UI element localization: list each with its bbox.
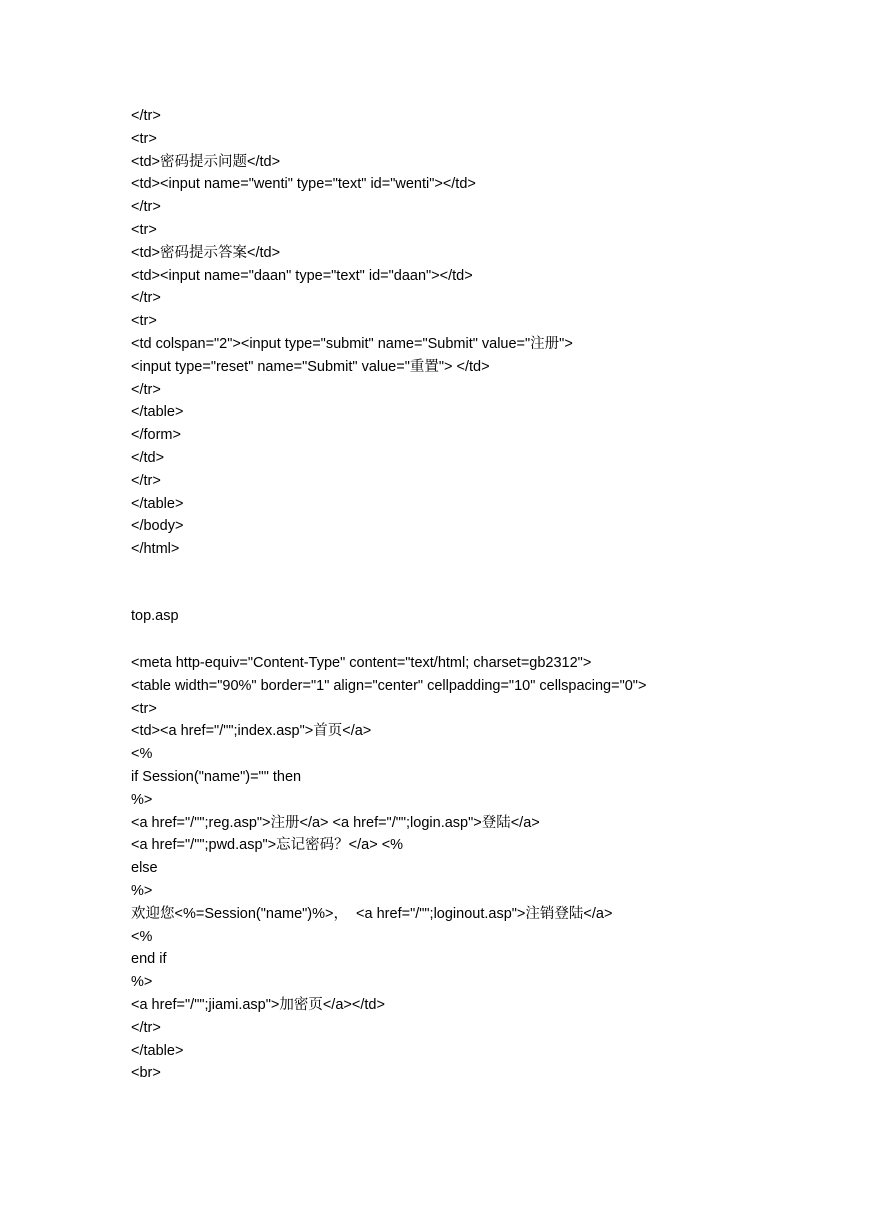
code-line: <td><input name="daan" type="text" id="daan"></td> (131, 267, 473, 284)
code-line: <br> (131, 1065, 161, 1082)
code-line: end if (131, 951, 167, 968)
code-line: </tr> (131, 472, 161, 489)
code-line: <% (131, 928, 153, 945)
code-line: </table> (131, 404, 184, 421)
code-line: <meta http-equiv="Content-Type" content="text/html; charset=gb2312"> (131, 655, 592, 671)
code-line: <tr> (131, 700, 157, 717)
code-line: <td colspan="2"><input type="submit" name="Submit" value="注册"> (131, 335, 573, 352)
code-line: </table> (131, 495, 184, 512)
code-line: <tr> (131, 221, 157, 238)
code-line: <a href="/"";jiami.asp">加密页</a></td> (131, 996, 385, 1013)
code-line: if Session("name")="" then (131, 768, 302, 785)
code-line: </tr> (131, 108, 161, 124)
code-line: <a href="/"";reg.asp">注册</a> <a href="/"";login.asp">登陆</a> (131, 814, 540, 831)
code-line: <a href="/"";pwd.asp">忘记密码？</a> <% (131, 837, 404, 854)
code-line: </td> (131, 449, 165, 466)
code-line: </table> (131, 1042, 184, 1059)
code-line: <td>密码提示问题</td> (131, 153, 281, 170)
code-line: <tr> (131, 130, 157, 147)
code-line: 欢迎您<%=Session("name")%>， <a href="/"";loginout.asp">注销登陆</a> (131, 905, 613, 922)
code-line: <td><a href="/"";index.asp">首页</a> (131, 723, 372, 740)
code-line: <tr> (131, 313, 157, 330)
code-line: </body> (131, 518, 184, 535)
code-line: <input type="reset" name="Submit" value="重置"> </td> (131, 358, 490, 375)
code-line: <% (131, 746, 153, 763)
code-line: </form> (131, 427, 181, 444)
code-line: <table width="90%" border="1" align="center" cellpadding="10" cellspacing="0"> (131, 677, 647, 694)
code-line: %> (131, 791, 153, 808)
code-line: </tr> (131, 1019, 161, 1036)
code-block-2 (131, 652, 646, 1085)
code-line: <td><input name="wenti" type="text" id="wenti"></td> (131, 176, 476, 193)
code-line: </tr> (131, 381, 161, 398)
code-line: %> (131, 882, 153, 899)
code-line: </tr> (131, 290, 161, 307)
code-block-1 (131, 105, 573, 561)
code-line: </html> (131, 541, 180, 558)
code-line: </tr> (131, 199, 161, 216)
code-line: %> (131, 974, 153, 991)
code-line: else (131, 860, 158, 877)
code-line: <td>密码提示答案</td> (131, 244, 281, 261)
file-title: top.asp (131, 608, 179, 624)
